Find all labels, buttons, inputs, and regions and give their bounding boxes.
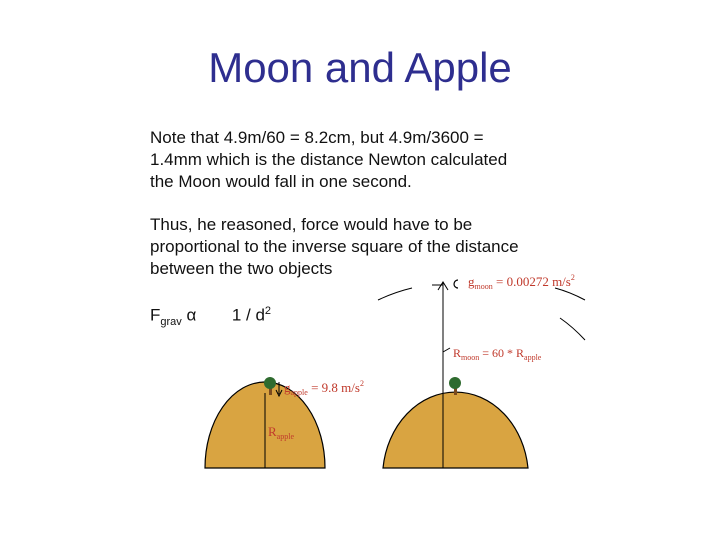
g-moon-exponent: 2 (570, 273, 575, 282)
g-apple-symbol: g (284, 380, 291, 395)
reasoning-paragraph: Thus, he reasoned, force would have to be proportional to the inverse square of the distance between the two objects (150, 215, 519, 278)
note-paragraph: Note that 4.9m/60 = 8.2cm, but 4.9m/3600 = 1.4mm which is the distance Newton calculated the Moon would fall in one second. (150, 128, 508, 191)
r-moon-subscript: moon (461, 353, 480, 362)
r-moon-symbol: R (453, 346, 462, 360)
r-moon-subscript2: apple (524, 353, 542, 362)
earth-right (383, 392, 528, 468)
g-moon-subscript: moon (474, 282, 493, 291)
r-moon-label (453, 346, 542, 362)
g-moon-value: = 0.00272 m/s (492, 274, 571, 289)
proportional-symbol: α (186, 305, 197, 325)
g-apple-value: = 9.8 m/s (307, 380, 360, 395)
r-apple-symbol: R (268, 424, 277, 439)
formula-exponent: 2 (264, 305, 272, 317)
g-apple-subscript: apple (290, 388, 308, 397)
formula-grav-subscript: grav (160, 316, 182, 329)
g-apple-exponent: 2 (359, 379, 364, 388)
g-moon-label (468, 273, 575, 291)
g-apple-label (284, 379, 364, 397)
formula-f: F (150, 305, 161, 325)
orbit-arc-top-right (555, 288, 585, 300)
g-moon-symbol: g (468, 274, 475, 289)
slide-title: Moon and Apple (208, 44, 512, 91)
moon-icon (454, 280, 458, 288)
orbit-arc-left (378, 288, 412, 300)
r-moon-value: = 60 * R (479, 346, 525, 360)
orbit-arc-right (560, 318, 585, 340)
r-apple-subscript: apple (276, 432, 294, 441)
formula-inverse-distance: 1 / d (231, 305, 265, 325)
